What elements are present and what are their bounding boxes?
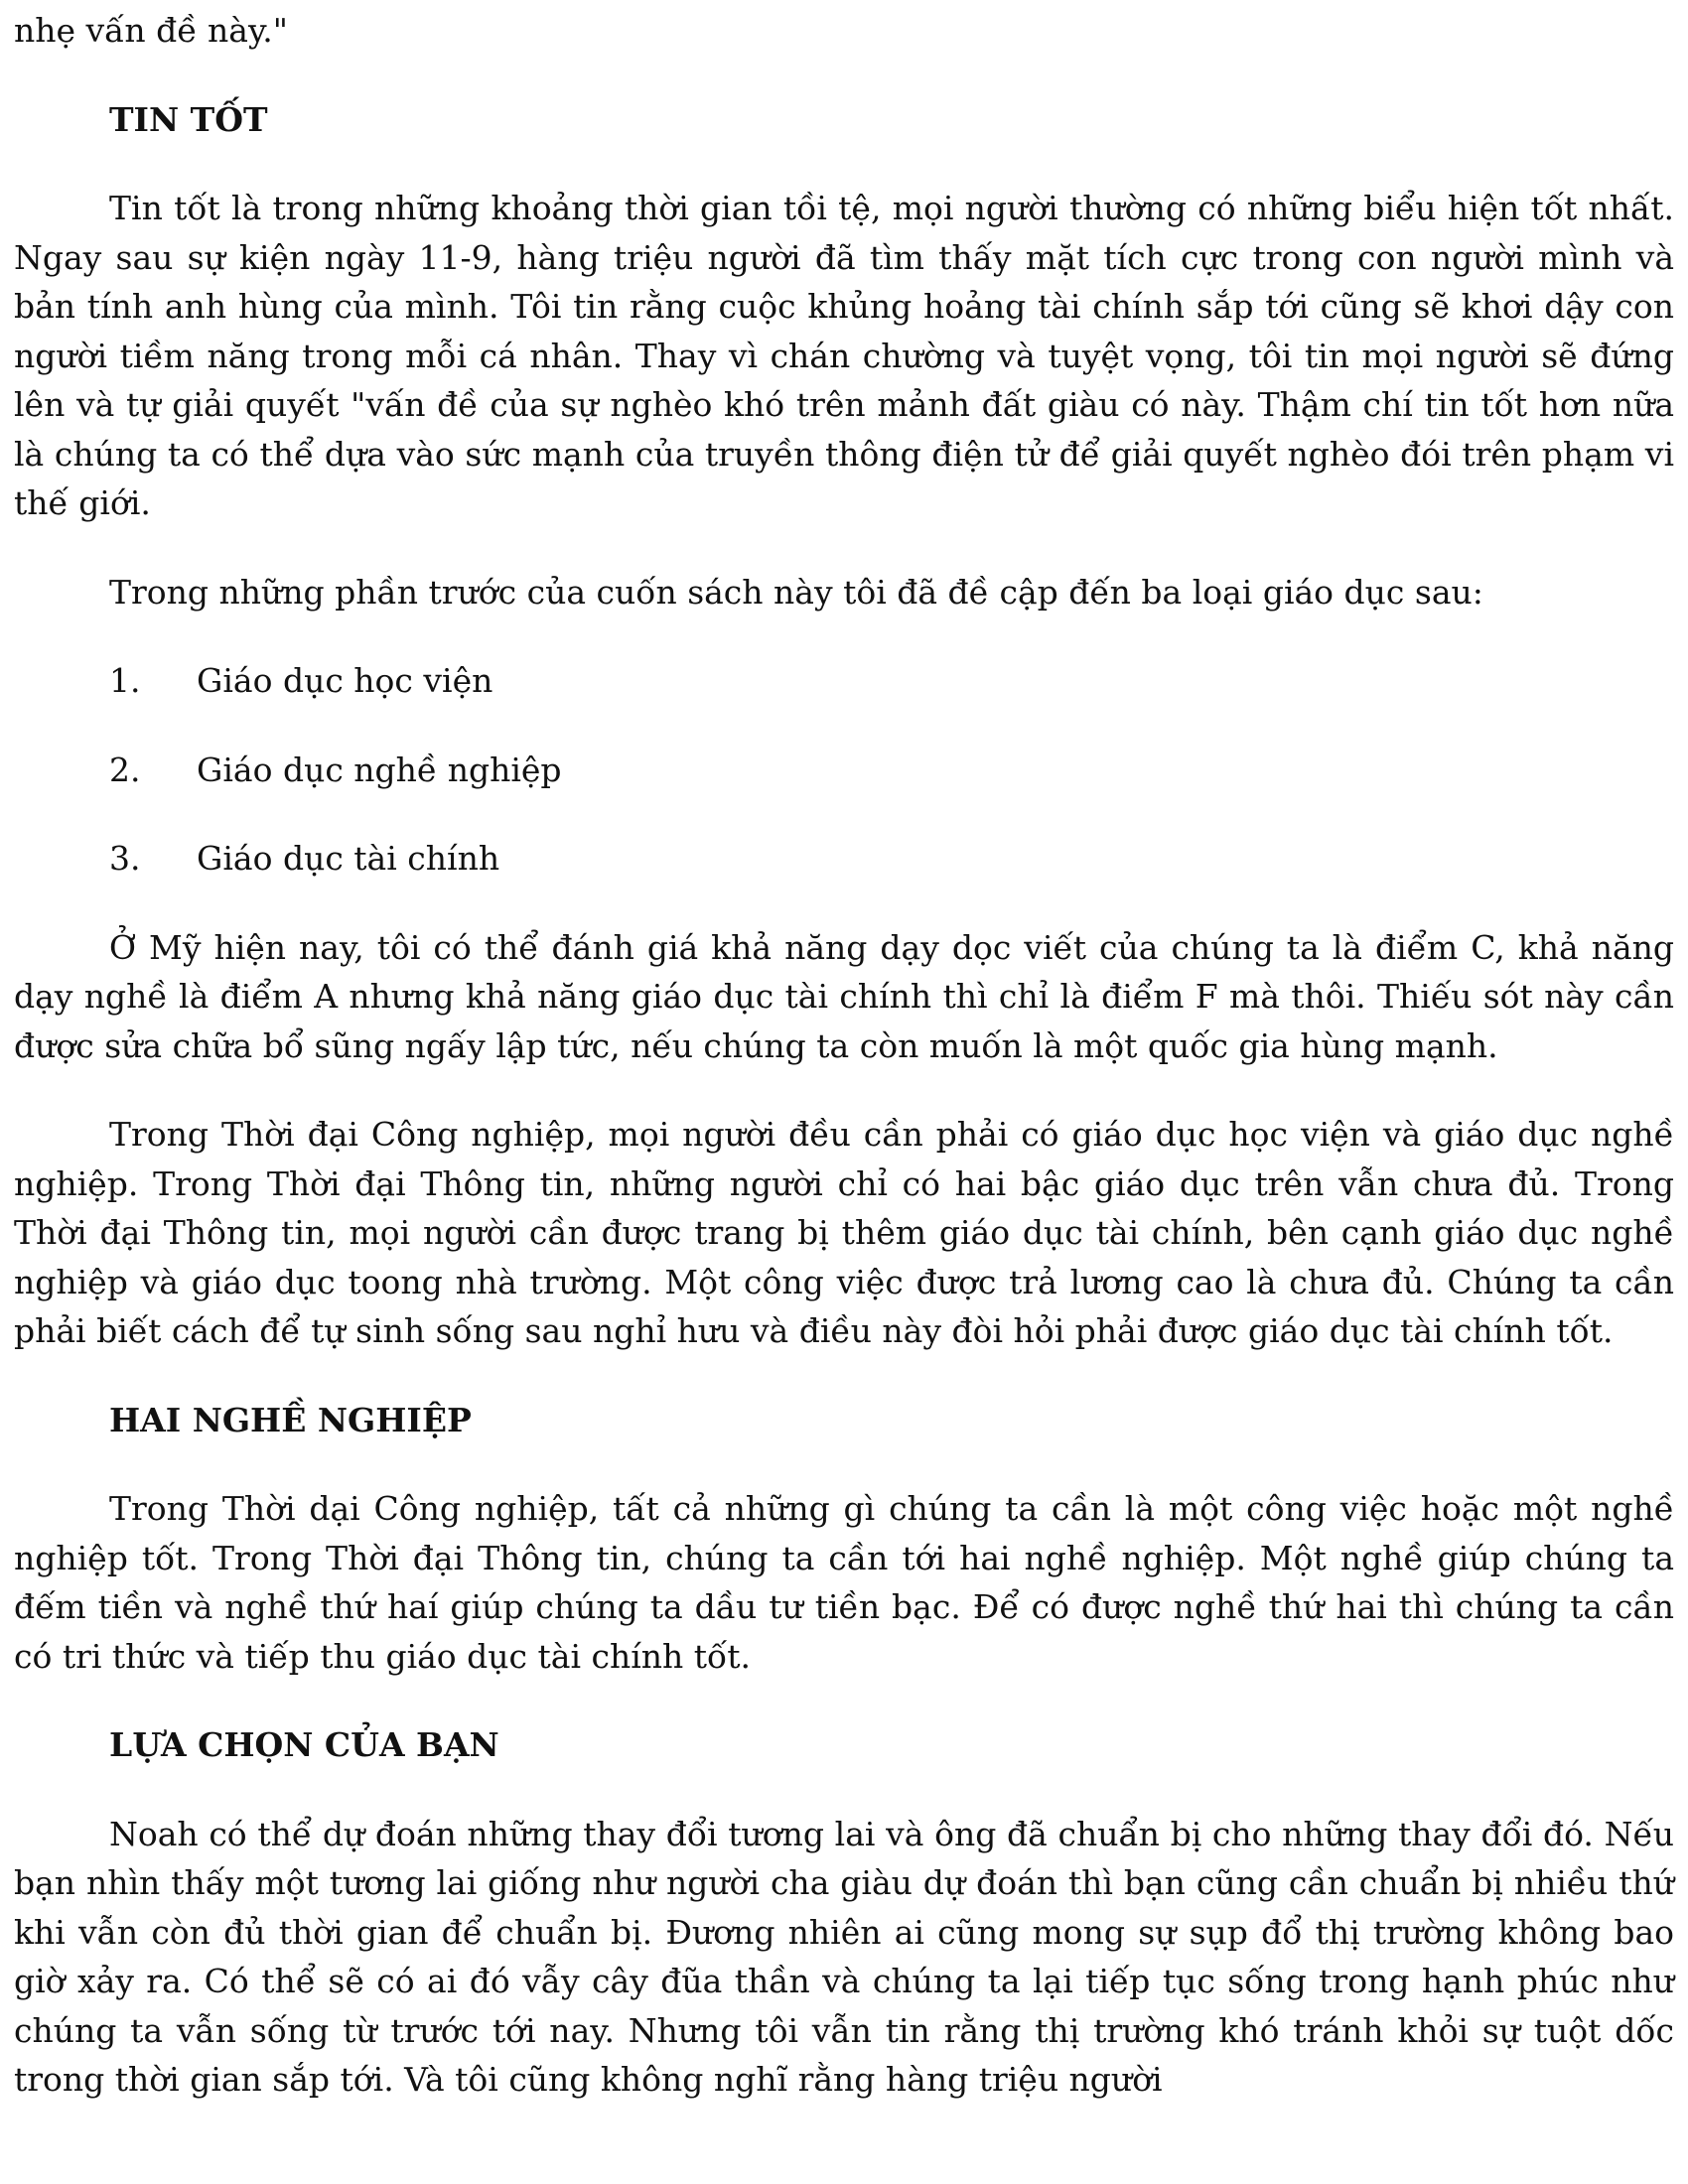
paragraph-two-professions: Trong Thời dại Công nghiệp, tất cả những gì chúng ta cần là một công việc hoặc một nghề nghiệp tốt. Trong Thời đại Thông tin, chúng ta cần tới hai nghề nghiệp. Một nghề giúp chúng ta đếm tiền và nghề thứ haí giúp chúng ta dầu tư tiền bạc. Để có được nghề thứ hai thì chúng ta cần có tri thức và tiếp thu giáo dục tài chính tốt. <box>14 1489 1674 1676</box>
list-text: Giáo dục học viện <box>197 661 493 700</box>
list-text: Giáo dục nghề nghiệp <box>197 750 562 789</box>
heading-lua-chon-cua-ban: LỰA CHỌN CỦA BẠN <box>109 1725 499 1764</box>
list-number: 3. <box>109 839 141 878</box>
paragraph-industrial-age: Trong Thời đại Công nghiệp, mọi người đều cần phải có giáo dục học viện và giáo dục nghề nghiệp. Trong Thời đại Thông tin, những người chỉ có hai bậc giáo dục trên vẫn chưa đủ. Trong Thời đại Thông tin, mọi người cần được trang bị thêm giáo dục tài chính, bên cạnh giáo dục nghề nghiệp và giáo dục toong nhà trường. Một công việc được trả lương cao là chưa đủ. Chúng ta cần phải biết cách để tự sinh sống sau nghỉ hưu và điều này đòi hỏi phải được giáo dục tài chính tốt. <box>14 1115 1674 1350</box>
paragraph-your-choice: Noah có thể dự đoán những thay đổi tương lai và ông đã chuẩn bị cho những thay đổi đó. Nếu bạn nhìn thấy một tương lai giống như người cha giàu dự đoán thì bạn cũng cần chuẩn bị nhiều thứ khi vẫn còn đủ thời gian để chuẩn bị. Đương nhiên ai cũng mong sự sụp đổ thị trường không bao giờ xảy ra. Có thể sẽ có ai đó vẫy cây đũa thần và chúng ta lại tiếp tục sống trong hạnh phúc như chúng ta vẫn sống từ trước tới nay. Nhưng tôi vẫn tin rằng thị trường khó tránh khỏi sự tuột dốc trong thời gian sắp tới. Và tôi cũng không nghĩ rằng hàng triệu người <box>14 1814 1674 2099</box>
list-number: 1. <box>109 661 141 700</box>
heading-hai-nghe-nghiep: HAI NGHỀ NGHIỆP <box>109 1400 472 1439</box>
list-text: Giáo dục tài chính <box>197 839 500 878</box>
list-item <box>14 834 1674 884</box>
list-number: 2. <box>109 750 141 789</box>
list-item <box>14 656 1674 706</box>
heading-tin-tot: TIN TỐT <box>109 99 268 139</box>
paragraph-three-education: Trong những phần trước của cuốn sách này tôi đã đề cập đến ba loại giáo dục sau: <box>109 572 1483 612</box>
list-item <box>14 746 1674 795</box>
document-page <box>14 0 1674 2184</box>
paragraph-good-news: Tin tốt là trong những khoảng thời gian tồi tệ, mọi người thường có những biểu hiện tốt nhất. Ngay sau sự kiện ngày 11-9, hàng triệu người đã tìm thấy mặt tích cực trong con người mình và bản tính anh hùng của mình. Tôi tin rằng cuộc khủng hoảng tài chính sắp tới cũng sẽ khơi dậy con người tiềm năng trong mỗi cá nhân. Thay vì chán chường và tuyệt vọng, tôi tin mọi người sẽ đứng lên và tự giải quyết "vấn đề của sự nghèo khó trên mảnh đất giàu có này. Thậm chí tin tốt hơn nữa là chúng ta có thể dựa vào sức mạnh của truyền thông điện tử để giải quyết nghèo đói trên phạm vi thế giới. <box>14 189 1674 522</box>
paragraph-intro-tail: nhẹ vấn đề này." <box>14 11 288 50</box>
paragraph-us-grades: Ở Mỹ hiện nay, tôi có thể đánh giá khả năng dạy dọc viết của chúng ta là điểm C, khả năng dạy nghề là điểm A nhưng khả năng giáo dục tài chính thì chỉ là điểm F mà thôi. Thiếu sót này cần được sửa chữa bổ sũng ngấy lập tức, nếu chúng ta còn muốn là một quốc gia hùng mạnh. <box>14 927 1674 1065</box>
